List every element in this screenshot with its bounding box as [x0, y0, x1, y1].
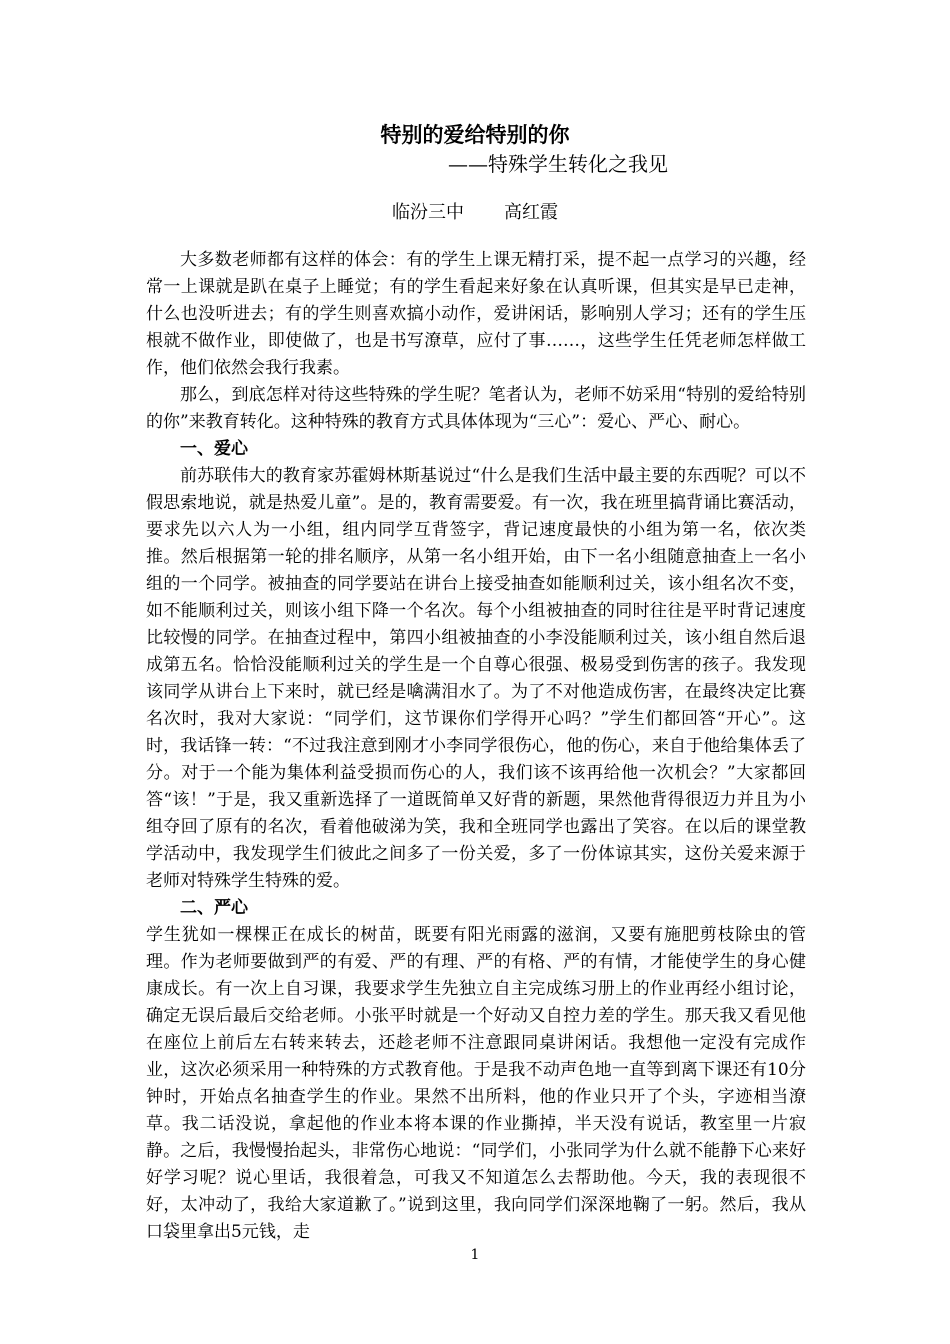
author-school: 临汾三中: [392, 202, 464, 223]
intro-paragraph-2: 那么，到底怎样对待这些特殊的学生呢？笔者认为，老师不妨采用“特别的爱给特别的你”来教育转化。这种特殊的教育方式具体体现为“三心”：爱心、严心、耐心。: [146, 385, 806, 432]
document-body: [146, 247, 806, 1246]
page-number: 1: [470, 1247, 480, 1263]
section-text-love: 前苏联伟大的教育家苏霍姆林斯基说过“什么是我们生活中最主要的东西呢？可以不假思索地说，就是热爱儿童”。是的，教育需要爱。有一次，我在班里搞背诵比赛活动，要求先以六人为一小组，组内同学互背签字，背记速度最快的小组为第一名，依次类推。然后根据第一轮的排名顺序，从第一名小组开始，由下一名小组随意抽查上一名小组的一个同学。被抽查的同学要站在讲台上接受抽查如能顺利过关，该小组名次不变，如不能顺利过关，则该小组下降一个名次。每个小组被抽查的同时往往是平时背记速度比较慢的同学。在抽查过程中，第四小组被抽查的小李没能顺利过关，该小组自然后退成第五名。恰恰没能顺利过关的学生是一个自尊心很强、极易受到伤害的孩子。我发现该同学从讲台上下来时，就已经是噙满泪水了。为了不对他造成伤害，在最终决定比赛名次时，我对大家说：“同学们，这节课你们学得开心吗？”学生们都回答“开心”。这时，我话锋一转：“不过我注意到刚才小李同学很伤心，他的伤心，来自于他给集体丢了分。对于一个能为集体利益受损而伤心的人，我们该不该再给他一次机会？”大家都回答“该！”于是，我又重新选择了一道既简单又好背的新题，果然他背得很迈力并且为小组夺回了原有的名次，看着他破涕为笑，我和全班同学也露出了笑容。在以后的课堂教学活动中，我发现学生们彼此之间多了一份关爱，多了一份体谅其实，这份关爱来源于老师对特殊学生特殊的爱。: [146, 466, 806, 891]
author-line: [0, 200, 950, 226]
section-text-strict: 学生犹如一棵棵正在成长的树苗，既要有阳光雨露的滋润，又要有施肥剪枝除虫的管理。作为老师要做到严的有爱、严的有理、严的有格、严的有情，才能使学生的身心健康成长。有一次上自习课，我要求学生先独立自主完成练习册上的作业再经小组讨论，确定无误后最后交给老师。小张平时就是一个好动又自控力差的学生。那天我又看见他在座位上前后左右转来转去，还趁老师不注意跟同桌讲闲话。我想他一定没有完成作业，这次必须采用一种特殊的方式教育他。于是我不动声色地一直等到离下课还有10分钟时，开始点名抽查学生的作业。果然不出所料，他的作业只开了个头，字迹相当潦草。我二话没说，拿起他的作业本将本课的作业撕掉，半天没有说话，教室里一片寂静。之后，我慢慢抬起头，非常伤心地说：“同学们，小张同学为什么就不能静下心来好好学习呢？说心里话，我很着急，可我又不知道怎么去帮助他。今天，我的表现很不好，太冲动了，我给大家道歉了。”说到这里，我向同学们深深地鞠了一躬。然后，我从口袋里拿出5元钱，走: [146, 925, 806, 1242]
document-subtitle: ——特殊学生转化之我见: [448, 152, 668, 176]
section-heading-strict: 二、严心: [180, 898, 248, 918]
section-heading-love: 一、爱心: [180, 439, 248, 459]
intro-paragraph-1: 大多数老师都有这样的体会：有的学生上课无精打采，提不起一点学习的兴趣，经常一上课就是趴在桌子上睡觉；有的学生看起来好象在认真听课，但其实是早已走神，什么也没听进去；有的学生则喜欢搞小动作，爱讲闲话，影响别人学习；还有的学生压根就不做作业，即使做了，也是书写潦草，应付了事……，这些学生任凭老师怎样做工作，他们依然会我行我素。: [146, 250, 806, 378]
author-name: 高红霞: [504, 202, 558, 223]
document-title: 特别的爱给特别的你: [380, 123, 570, 147]
